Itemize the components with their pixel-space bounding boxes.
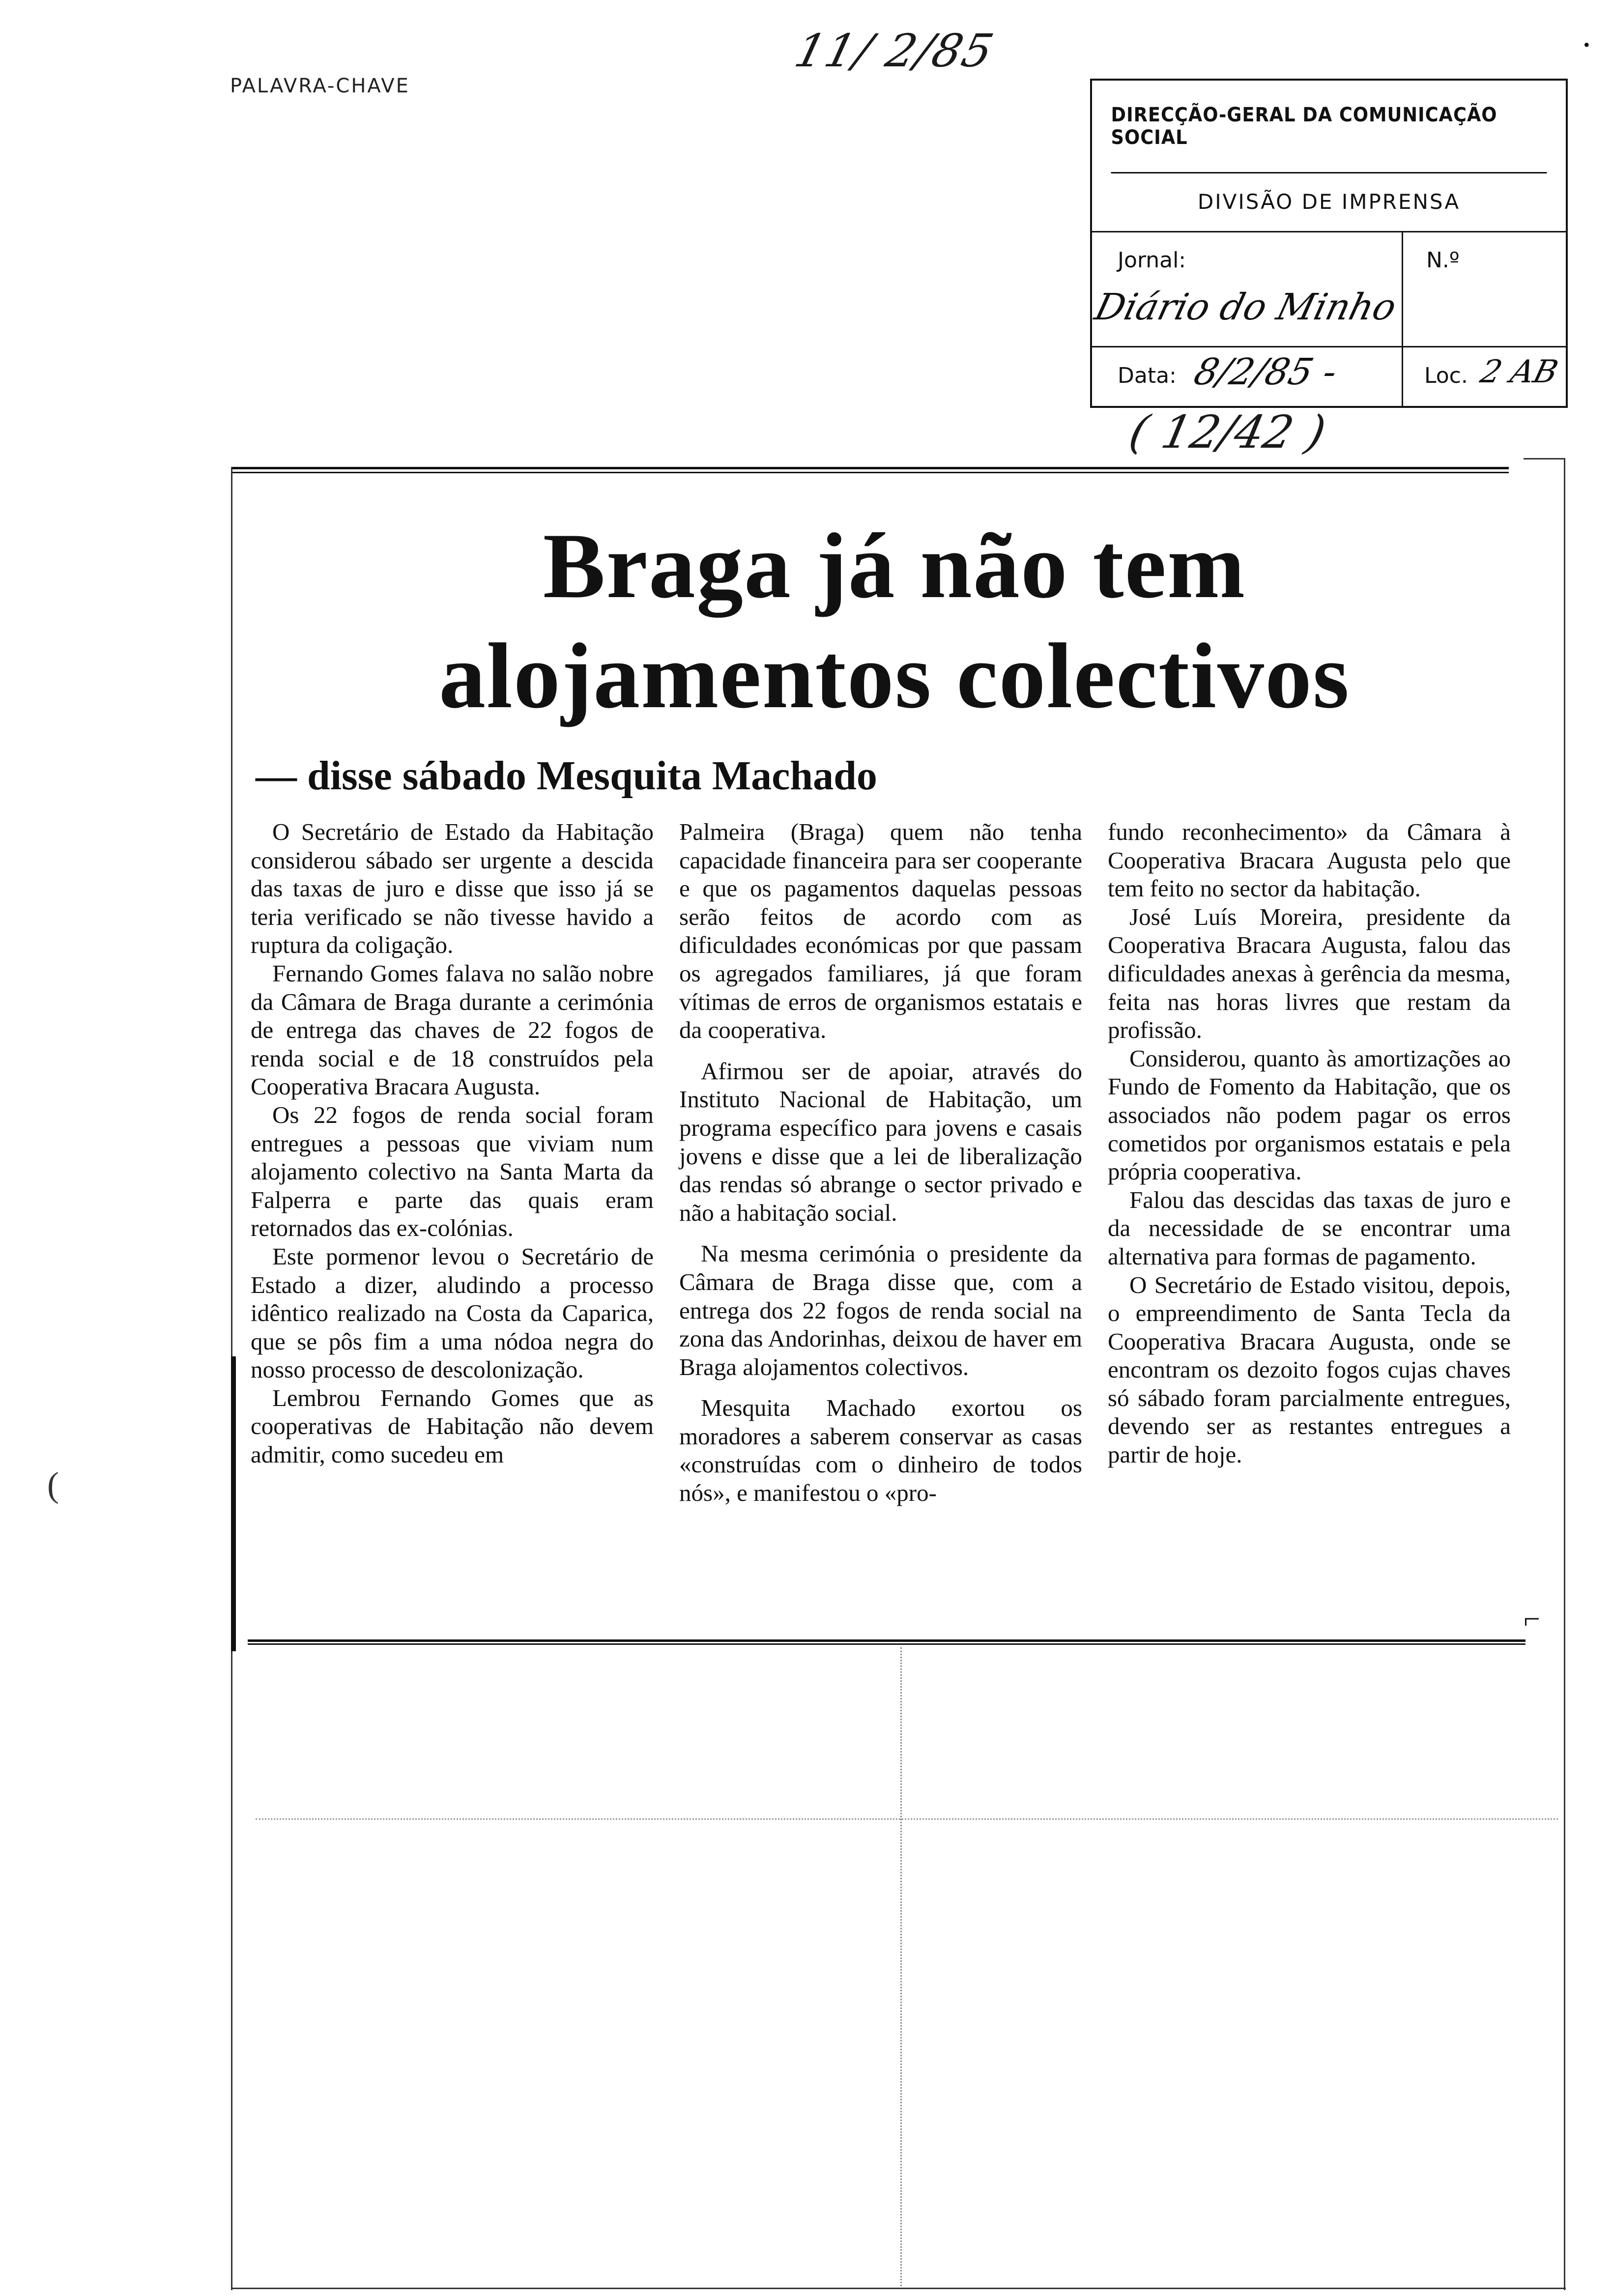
margin-mark: ( — [47, 1465, 59, 1504]
stamp-divider — [1402, 231, 1403, 408]
paragraph: Lembrou Fernando Gomes que as cooperativas de Habitação não devem admitir, como sucedeu em — [251, 1384, 654, 1468]
frame-right-lower — [1564, 1646, 1565, 2290]
article-top-rule — [231, 467, 1509, 469]
paragraph: Falou das descidas das taxas de juro e da necessidade de se encontrar uma alternativa para formas de pagamento. — [1108, 1186, 1511, 1270]
handwritten-reference: ( 12/42 ) — [1124, 406, 1330, 459]
dotted-guide-vertical — [900, 1647, 902, 2286]
stamp-date-label: Data: — [1118, 363, 1177, 388]
stamp-agency: DIRECÇÃO-GERAL DA COMUNICAÇÃO SOCIAL — [1111, 81, 1547, 173]
dotted-guide-horizontal — [256, 1818, 1558, 1820]
paragraph: Mesquita Machado exortou os moradores a saberem conservar as casas «construídas com o dinheiro de todos nós», e manifestou o «pro- — [679, 1394, 1082, 1507]
frame-corner — [1524, 458, 1565, 459]
article-column-3 — [1108, 818, 1511, 1469]
keyword-label: PALAVRA-CHAVE — [230, 75, 410, 97]
end-mark: ⌐ — [1524, 1603, 1540, 1635]
stamp-number-label: N.º — [1426, 248, 1460, 273]
paragraph: Este pormenor levou o Secretário de Estado a dizer, aludindo a processo idêntico realizado na Costa da Caparica, que se pôs fim a uma nódoa negra do nosso processo de descolonização. — [251, 1242, 654, 1383]
press-office-stamp — [1090, 79, 1568, 408]
paragraph: O Secretário de Estado da Habitação considerou sábado ser urgente a descida das taxas de juro e disse que isso já se teria verificado se não tivesse havido a ruptura da coligação. — [251, 818, 654, 959]
paragraph: Afirmou ser de apoiar, através do Instituto Nacional de Habitação, um programa específico para jovens e casais jovens e disse que a lei de liberalização das rendas só abrange o sector privado e não a habitação social. — [679, 1057, 1082, 1226]
stamp-loc-handwritten: 2 AB — [1476, 354, 1562, 390]
article-column-1 — [251, 818, 654, 1469]
article-top-rule-thin — [231, 472, 1509, 473]
paragraph: Palmeira (Braga) quem não tenha capacidade financeira para ser cooperante e que os pagamentos daquelas pessoas serão feitos de acordo com as dificuldades económicas por que passam os agregados familiares, já que foram vítimas de erros de organismos estatais e da cooperativa. — [679, 818, 1082, 1044]
article-bottom-rule-thin — [248, 1643, 1526, 1645]
stamp-journal-label: Jornal: — [1118, 248, 1186, 273]
stamp-division: DIVISÃO DE IMPRENSA — [1092, 172, 1566, 232]
frame-left-mark — [231, 1356, 236, 1651]
headline-line-2: alojamentos colectivos — [439, 625, 1350, 728]
frame-base — [231, 2288, 1566, 2289]
article-subheadline: — disse sábado Mesquita Machado — [256, 753, 877, 799]
paragraph: fundo reconhecimento» da Câmara à Cooperativa Bracara Augusta pelo que tem feito no sector da habitação. — [1108, 818, 1511, 902]
headline-line-1: Braga já não tem — [543, 515, 1246, 618]
article-headline — [241, 511, 1548, 731]
frame-right-edge — [1564, 458, 1565, 1696]
paragraph: Na mesma cerimónia o presidente da Câmara de Braga disse que, com a entrega dos 22 fogos de renda social na zona das Andorinhas, deixou de haver em Braga alojamentos colectivos. — [679, 1240, 1082, 1380]
stamp-journal-handwritten: Diário do Minho — [1091, 286, 1401, 328]
paragraph: Considerou, quanto às amortizações ao Fundo de Fomento da Habitação, que os associados não podem pagar os erros cometidos por organismos estatais e pela própria cooperativa. — [1108, 1044, 1511, 1185]
paragraph: Os 22 fogos de renda social foram entregues a pessoas que viviam num alojamento colectivo na Santa Marta da Falperra e parte das quais eram retornados das ex-colónias. — [251, 1101, 654, 1242]
paragraph: O Secretário de Estado visitou, depois, o empreendimento de Santa Tecla da Cooperativa Bracara Augusta, onde se encontram os dezoito fogos cujas chaves só sábado foram parcialmente entregues, devendo ser as restantes entregues a partir de hoje. — [1108, 1271, 1511, 1468]
paragraph: José Luís Moreira, presidente da Cooperativa Bracara Augusta, falou das dificuldades anexas à gerência da mesma, feita nas horas livres que restam da profissão. — [1108, 903, 1511, 1044]
article-column-2 — [679, 818, 1082, 1507]
corner-mark: • — [1583, 35, 1590, 55]
stamp-loc-label: Loc. — [1424, 363, 1468, 388]
paragraph: Fernando Gomes falava no salão nobre da Câmara de Braga durante a cerimónia de entrega das chaves de 22 fogos de renda social e de 18 construídos pela Cooperativa Bracara Augusta. — [251, 959, 654, 1100]
handwritten-date-annotation: 11/ 2/85 — [789, 25, 1000, 77]
article-bottom-rule — [248, 1639, 1526, 1642]
stamp-date-handwritten: 8/2/85 - — [1190, 351, 1342, 393]
stamp-row-divider — [1092, 346, 1566, 347]
